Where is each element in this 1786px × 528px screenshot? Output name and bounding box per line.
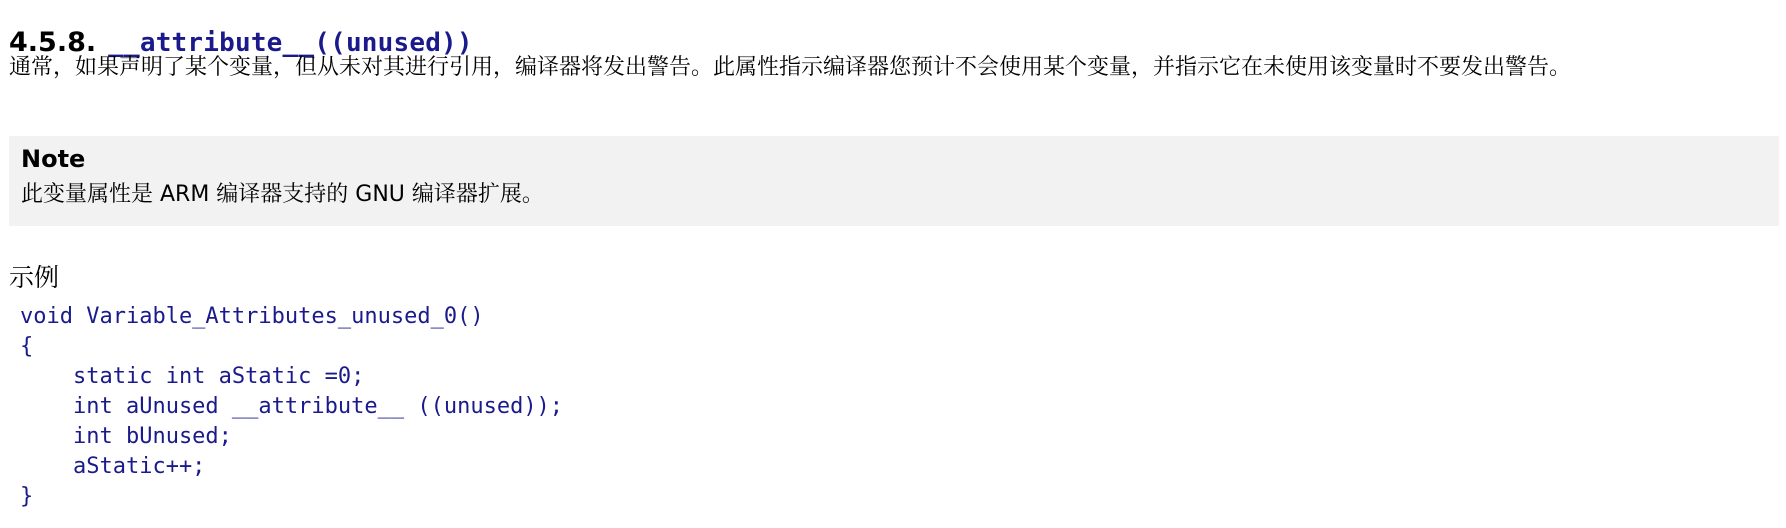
code-line: void Variable_Attributes_unused_0()	[20, 304, 484, 329]
note-box	[9, 136, 1779, 226]
section-code-title: __attribute__((unused))	[108, 27, 473, 58]
code-line: {	[20, 334, 34, 359]
code-line: aStatic++;	[20, 454, 206, 479]
code-line: static int aStatic =0;	[20, 364, 365, 389]
section-number: 4.5.8.	[9, 26, 97, 58]
code-line: int aUnused __attribute__ ((unused));	[20, 394, 564, 419]
code-line: int bUnused;	[20, 424, 232, 449]
note-title: Note	[21, 145, 86, 173]
intro-paragraph: 通常，如果声明了某个变量，但从未对其进行引用，编译器将发出警告。此属性指示编译器您预计不会使用某个变量，并指示它在未使用该变量时不要发出警告。	[9, 55, 1572, 80]
note-body: 此变量属性是 ARM 编译器支持的 GNU 编译器扩展。	[21, 182, 544, 207]
example-heading: 示例	[9, 263, 60, 292]
code-line: }	[20, 484, 34, 509]
code-example	[20, 302, 563, 512]
